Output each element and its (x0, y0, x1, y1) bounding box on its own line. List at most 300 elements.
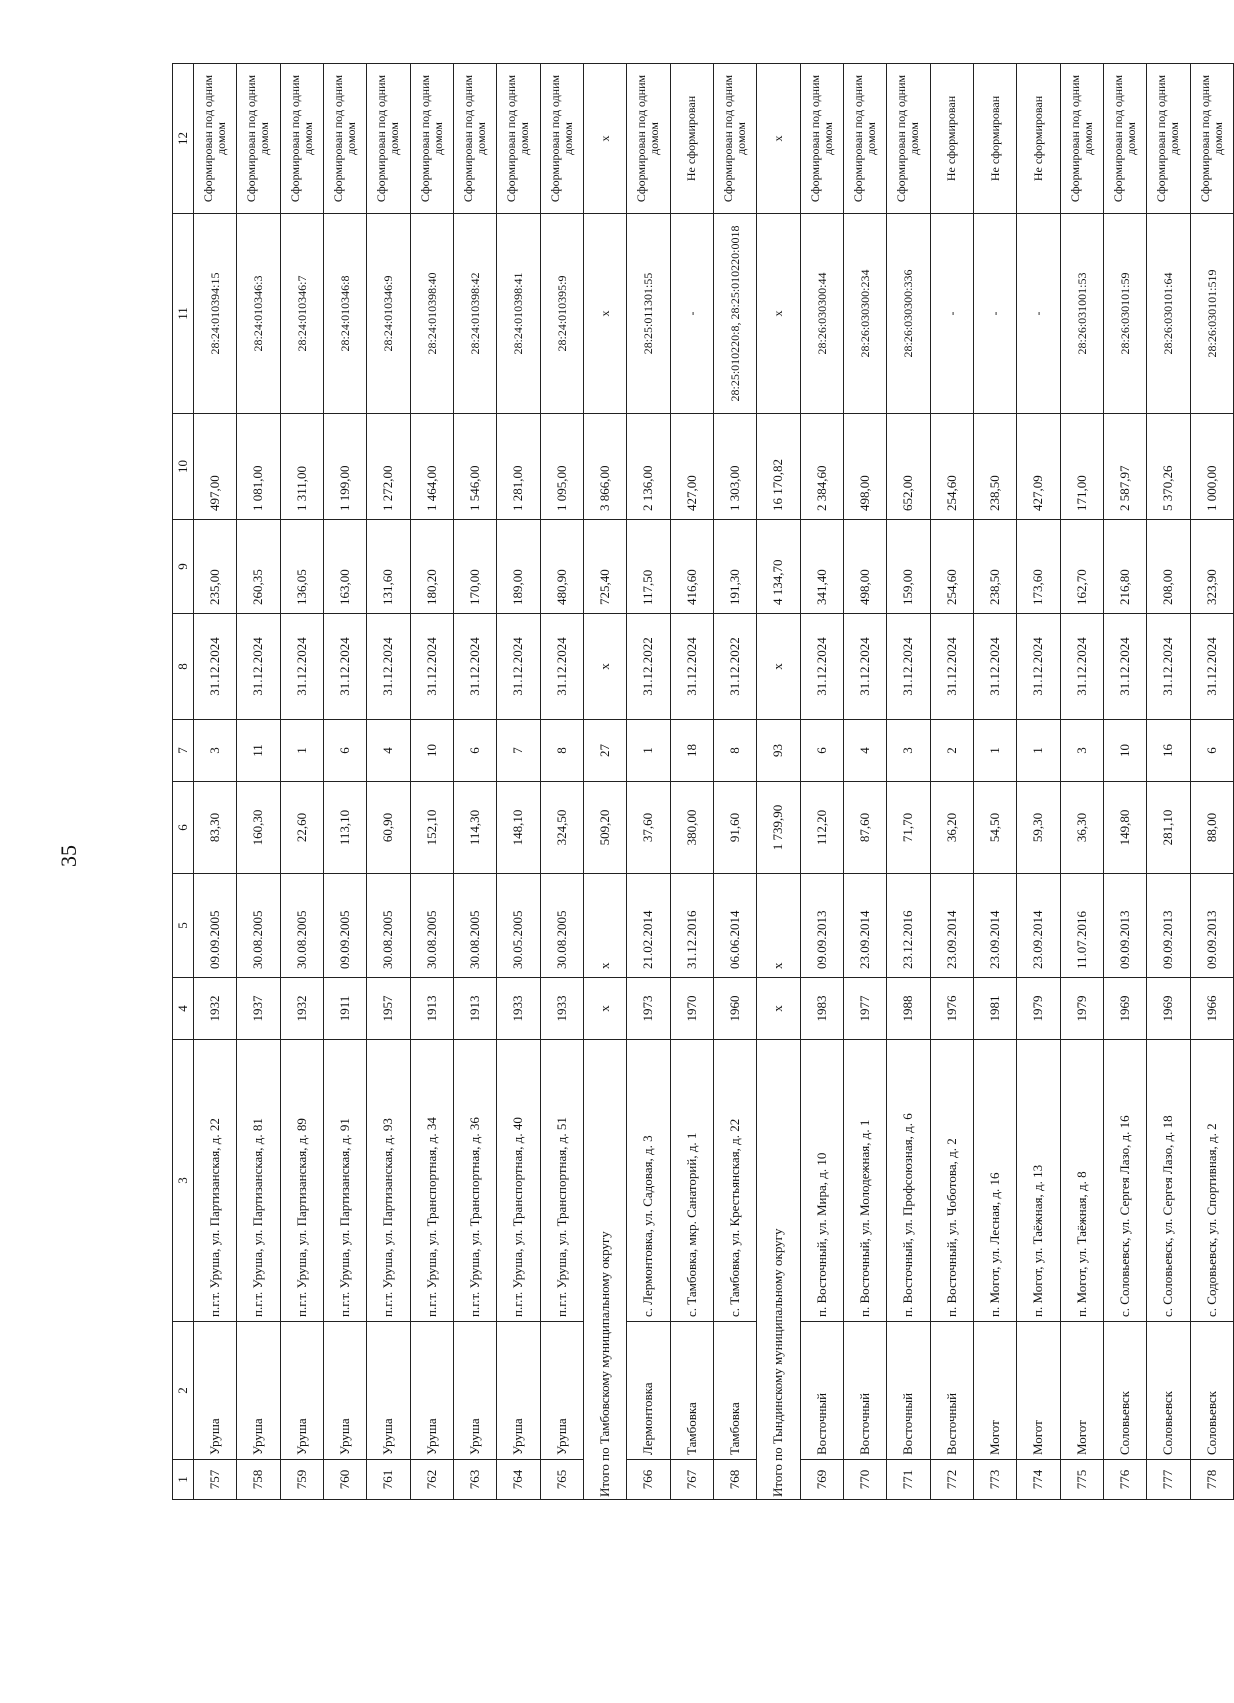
resettlement-deadline: 31.12.2024 (280, 614, 323, 720)
resettlement-deadline: 31.12.2024 (973, 614, 1016, 720)
build-year: 1988 (887, 978, 930, 1040)
resident-count: 27 (583, 720, 626, 782)
row-number: 761 (367, 1460, 410, 1500)
recognition-date: 11.07.2016 (1060, 874, 1103, 978)
row-number: 774 (1017, 1460, 1060, 1500)
recognition-date: 21.02.2014 (627, 874, 670, 978)
area-value: 83,30 (194, 782, 237, 874)
value-col-10: 2 587,97 (1103, 414, 1146, 520)
land-plot-status: Сформирован под одним домом (800, 64, 843, 214)
table-row (973, 64, 1016, 1500)
table-row (497, 64, 540, 1500)
land-plot-status: Не сформирован (1017, 64, 1060, 214)
column-number-header: 1 (173, 1460, 194, 1500)
land-plot-status: Сформирован под одним домом (713, 64, 756, 214)
land-plot-status: Сформирован под одним домом (367, 64, 410, 214)
settlement-name: Могот (973, 1322, 1016, 1460)
value-col-9: 4 134,70 (757, 520, 800, 614)
value-col-9: 180,20 (410, 520, 453, 614)
column-number-header: 2 (173, 1322, 194, 1460)
resettlement-deadline: 31.12.2024 (453, 614, 496, 720)
table-row (843, 64, 886, 1500)
table-row (713, 64, 756, 1500)
value-col-10: 1 272,00 (367, 414, 410, 520)
land-plot-status: Сформирован под одним домом (887, 64, 930, 214)
row-number: 757 (194, 1460, 237, 1500)
recognition-date: 30.08.2005 (367, 874, 410, 978)
table-row (410, 64, 453, 1500)
land-plot-status: Сформирован под одним домом (453, 64, 496, 214)
build-year: 1913 (410, 978, 453, 1040)
resettlement-deadline: 31.12.2024 (930, 614, 973, 720)
resident-count: 3 (887, 720, 930, 782)
area-value: 380,00 (670, 782, 713, 874)
build-year: 1969 (1103, 978, 1146, 1040)
value-col-9: 162,70 (1060, 520, 1103, 614)
cadastral-number: 28:25:010220:8, 28:25:010220:0018 (713, 214, 756, 414)
area-value: 149,80 (1103, 782, 1146, 874)
resident-count: 2 (930, 720, 973, 782)
cadastral-number: 28:24:010346:9 (367, 214, 410, 414)
recognition-date: 23.09.2014 (843, 874, 886, 978)
recognition-date: 30.08.2005 (453, 874, 496, 978)
resident-count: 4 (843, 720, 886, 782)
value-col-10: 652,00 (887, 414, 930, 520)
settlement-name: Соловьевск (1147, 1322, 1190, 1460)
recognition-date: 09.09.2013 (1190, 874, 1233, 978)
table-row (453, 64, 496, 1500)
build-year: 1937 (237, 978, 280, 1040)
value-col-10: 5 370,26 (1147, 414, 1190, 520)
cadastral-number: 28:26:030300:336 (887, 214, 930, 414)
area-value: 88,00 (1190, 782, 1233, 874)
row-number: 766 (627, 1460, 670, 1500)
resident-count: 3 (194, 720, 237, 782)
value-col-9: 173,60 (1017, 520, 1060, 614)
recognition-date: 23.09.2014 (973, 874, 1016, 978)
column-number-header: 6 (173, 782, 194, 874)
cadastral-number: х (757, 214, 800, 414)
cadastral-number: 28:26:030300:44 (800, 214, 843, 414)
settlement-name: Уруша (497, 1322, 540, 1460)
area-value: 148,10 (497, 782, 540, 874)
total-row (757, 64, 800, 1500)
settlement-name: Восточный (800, 1322, 843, 1460)
table-row (887, 64, 930, 1500)
column-number-header: 3 (173, 1040, 194, 1322)
value-col-9: 189,00 (497, 520, 540, 614)
area-value: 1 739,90 (757, 782, 800, 874)
land-plot-status: Не сформирован (670, 64, 713, 214)
build-year: х (757, 978, 800, 1040)
value-col-9: 238,50 (973, 520, 1016, 614)
land-plot-status: Сформирован под одним домом (497, 64, 540, 214)
land-plot-status: Сформирован под одним домом (1060, 64, 1103, 214)
resettlement-deadline: х (583, 614, 626, 720)
cadastral-number: 28:26:030101:64 (1147, 214, 1190, 414)
cadastral-number: - (1017, 214, 1060, 414)
resettlement-deadline: 31.12.2024 (410, 614, 453, 720)
row-number: 773 (973, 1460, 1016, 1500)
recognition-date: 06.06.2014 (713, 874, 756, 978)
column-number-header: 5 (173, 874, 194, 978)
value-col-9: 216,80 (1103, 520, 1146, 614)
table-row (930, 64, 973, 1500)
build-year: 1960 (713, 978, 756, 1040)
build-year: 1966 (1190, 978, 1233, 1040)
resettlement-deadline: 31.12.2024 (497, 614, 540, 720)
column-number-header: 9 (173, 520, 194, 614)
value-col-9: 163,00 (323, 520, 366, 614)
build-year: 1969 (1147, 978, 1190, 1040)
build-year: 1933 (540, 978, 583, 1040)
table-row (323, 64, 366, 1500)
value-col-9: 191,30 (713, 520, 756, 614)
address: п.г.т. Уруша, ул. Транспортная, д. 34 (410, 1040, 453, 1322)
recognition-date: 30.08.2005 (540, 874, 583, 978)
row-number: 765 (540, 1460, 583, 1500)
header-row (173, 64, 194, 1500)
resident-count: 16 (1147, 720, 1190, 782)
value-col-10: 1 000,00 (1190, 414, 1233, 520)
land-plot-status: Сформирован под одним домом (280, 64, 323, 214)
value-col-9: 341,40 (800, 520, 843, 614)
area-value: 152,10 (410, 782, 453, 874)
column-number-header: 8 (173, 614, 194, 720)
land-plot-status: Сформирован под одним домом (323, 64, 366, 214)
area-value: 160,30 (237, 782, 280, 874)
value-col-10: 171,00 (1060, 414, 1103, 520)
value-col-10: 498,00 (843, 414, 886, 520)
land-plot-status: х (583, 64, 626, 214)
table-row (670, 64, 713, 1500)
value-col-9: 170,00 (453, 520, 496, 614)
build-year: 1983 (800, 978, 843, 1040)
area-value: 60,90 (367, 782, 410, 874)
area-value: 324,50 (540, 782, 583, 874)
settlement-name: Уруша (453, 1322, 496, 1460)
settlement-name: Тамбовка (713, 1322, 756, 1460)
address: с. Тамбовка, мкр. Санаторий, д. 1 (670, 1040, 713, 1322)
resident-count: 3 (1060, 720, 1103, 782)
land-plot-status: Не сформирован (973, 64, 1016, 214)
address: п.г.т. Уруша, ул. Партизанская, д. 93 (367, 1040, 410, 1322)
land-plot-status: Сформирован под одним домом (627, 64, 670, 214)
table-row (627, 64, 670, 1500)
resettlement-deadline: 31.12.2024 (1060, 614, 1103, 720)
area-value: 71,70 (887, 782, 930, 874)
settlement-name: Восточный (843, 1322, 886, 1460)
build-year: 1932 (194, 978, 237, 1040)
address: с. Содовьевск, ул. Спортивная, д. 2 (1190, 1040, 1233, 1322)
row-number: 762 (410, 1460, 453, 1500)
cadastral-number: 28:24:010398:41 (497, 214, 540, 414)
row-number: 775 (1060, 1460, 1103, 1500)
cadastral-number: 28:26:030101:519 (1190, 214, 1233, 414)
row-number: 771 (887, 1460, 930, 1500)
value-col-10: 1 546,00 (453, 414, 496, 520)
build-year: 1957 (367, 978, 410, 1040)
value-col-10: 427,00 (670, 414, 713, 520)
resettlement-deadline: 31.12.2024 (1017, 614, 1060, 720)
column-number-header: 11 (173, 214, 194, 414)
build-year: 1977 (843, 978, 886, 1040)
value-col-10: 254,60 (930, 414, 973, 520)
land-plot-status: Сформирован под одним домом (1103, 64, 1146, 214)
cadastral-number: 28:26:030300:234 (843, 214, 886, 414)
row-number: 778 (1190, 1460, 1233, 1500)
value-col-9: 725,40 (583, 520, 626, 614)
cadastral-number: 28:24:010398:42 (453, 214, 496, 414)
table-row (1147, 64, 1190, 1500)
resident-count: 6 (323, 720, 366, 782)
row-number: 758 (237, 1460, 280, 1500)
build-year: 1976 (930, 978, 973, 1040)
area-value: 114,30 (453, 782, 496, 874)
value-col-10: 497,00 (194, 414, 237, 520)
cadastral-number: 28:24:010398:40 (410, 214, 453, 414)
housing-registry-table (172, 63, 1234, 1500)
table-row (280, 64, 323, 1500)
address: с. Лермонтовка, ул. Садовая, д. 3 (627, 1040, 670, 1322)
resident-count: 1 (280, 720, 323, 782)
recognition-date: 09.09.2013 (800, 874, 843, 978)
address: п.г.т. Уруша, ул. Партизанская, д. 22 (194, 1040, 237, 1322)
rotated-table (172, 64, 1232, 1500)
recognition-date: 30.08.2005 (237, 874, 280, 978)
table-row (1190, 64, 1233, 1500)
cadastral-number: 28:24:010346:3 (237, 214, 280, 414)
resident-count: 1 (973, 720, 1016, 782)
land-plot-status: х (757, 64, 800, 214)
settlement-name: Лермонтовка (627, 1322, 670, 1460)
address: п. Восточный, ул. Молодежная, д. 1 (843, 1040, 886, 1322)
recognition-date: х (583, 874, 626, 978)
value-col-9: 323,90 (1190, 520, 1233, 614)
value-col-9: 136,05 (280, 520, 323, 614)
land-plot-status: Сформирован под одним домом (1190, 64, 1233, 214)
land-plot-status: Сформирован под одним домом (410, 64, 453, 214)
cadastral-number: 28:24:010346:7 (280, 214, 323, 414)
address: п.г.т. Уруша, ул. Партизанская, д. 91 (323, 1040, 366, 1322)
recognition-date: 09.09.2013 (1103, 874, 1146, 978)
resident-count: 4 (367, 720, 410, 782)
row-number: 777 (1147, 1460, 1190, 1500)
settlement-name: Уруша (540, 1322, 583, 1460)
resident-count: 8 (713, 720, 756, 782)
resident-count: 1 (1017, 720, 1060, 782)
land-plot-status: Сформирован под одним домом (843, 64, 886, 214)
value-col-9: 235,00 (194, 520, 237, 614)
build-year: 1979 (1060, 978, 1103, 1040)
total-label: Итого по Тамбовскому муниципальному округу (583, 1040, 626, 1500)
area-value: 36,30 (1060, 782, 1103, 874)
row-number: 764 (497, 1460, 540, 1500)
resettlement-deadline: 31.12.2024 (1103, 614, 1146, 720)
build-year: 1981 (973, 978, 1016, 1040)
resident-count: 18 (670, 720, 713, 782)
settlement-name: Соловьевск (1103, 1322, 1146, 1460)
settlement-name: Могот (1060, 1322, 1103, 1460)
resettlement-deadline: 31.12.2024 (1147, 614, 1190, 720)
address: п. Восточный, ул. Чоботова, д. 2 (930, 1040, 973, 1322)
row-number: 759 (280, 1460, 323, 1500)
value-col-10: 427,09 (1017, 414, 1060, 520)
resettlement-deadline: 31.12.2024 (670, 614, 713, 720)
cadastral-number: 28:24:010394:15 (194, 214, 237, 414)
value-col-9: 131,60 (367, 520, 410, 614)
settlement-name: Восточный (930, 1322, 973, 1460)
settlement-name: Уруша (323, 1322, 366, 1460)
value-col-10: 1 199,00 (323, 414, 366, 520)
build-year: 1932 (280, 978, 323, 1040)
land-plot-status: Сформирован под одним домом (237, 64, 280, 214)
resident-count: 93 (757, 720, 800, 782)
land-plot-status: Не сформирован (930, 64, 973, 214)
table-row (800, 64, 843, 1500)
recognition-date: 23.09.2014 (1017, 874, 1060, 978)
land-plot-status: Сформирован под одним домом (194, 64, 237, 214)
area-value: 509,20 (583, 782, 626, 874)
value-col-10: 16 170,82 (757, 414, 800, 520)
value-col-9: 117,50 (627, 520, 670, 614)
recognition-date: 23.09.2014 (930, 874, 973, 978)
build-year: 1973 (627, 978, 670, 1040)
cadastral-number: 28:25:011301:55 (627, 214, 670, 414)
address: п. Могот, ул. Лесная, д. 16 (973, 1040, 1016, 1322)
value-col-10: 3 866,00 (583, 414, 626, 520)
address: п.г.т. Уруша, ул. Партизанская, д. 81 (237, 1040, 280, 1322)
row-number: 772 (930, 1460, 973, 1500)
table-row (1017, 64, 1060, 1500)
value-col-10: 1 311,00 (280, 414, 323, 520)
resettlement-deadline: 31.12.2024 (800, 614, 843, 720)
resettlement-deadline: 31.12.2024 (887, 614, 930, 720)
cadastral-number: 28:26:031001:53 (1060, 214, 1103, 414)
column-number-header: 4 (173, 978, 194, 1040)
recognition-date: 23.12.2016 (887, 874, 930, 978)
cadastral-number: - (973, 214, 1016, 414)
address: п.г.т. Уруша, ул. Партизанская, д. 89 (280, 1040, 323, 1322)
address: п. Могот, ул. Таёжная, д. 13 (1017, 1040, 1060, 1322)
resident-count: 6 (1190, 720, 1233, 782)
cadastral-number: 28:24:010395:9 (540, 214, 583, 414)
settlement-name: Уруша (280, 1322, 323, 1460)
address: п. Восточный, ул. Профсоюзная, д. 6 (887, 1040, 930, 1322)
column-number-header: 10 (173, 414, 194, 520)
value-col-9: 498,00 (843, 520, 886, 614)
value-col-9: 416,60 (670, 520, 713, 614)
total-label: Итого по Тындинскому муниципальному округу (757, 1040, 800, 1500)
total-row (583, 64, 626, 1500)
area-value: 113,10 (323, 782, 366, 874)
settlement-name: Восточный (887, 1322, 930, 1460)
land-plot-status: Сформирован под одним домом (1147, 64, 1190, 214)
table-body (173, 64, 1234, 1500)
value-col-9: 480,90 (540, 520, 583, 614)
resettlement-deadline: 31.12.2024 (367, 614, 410, 720)
cadastral-number: - (930, 214, 973, 414)
cadastral-number: - (670, 214, 713, 414)
value-col-10: 2 384,60 (800, 414, 843, 520)
row-number: 763 (453, 1460, 496, 1500)
value-col-10: 2 136,00 (627, 414, 670, 520)
area-value: 59,30 (1017, 782, 1060, 874)
table-row (1060, 64, 1103, 1500)
resettlement-deadline: 31.12.2024 (843, 614, 886, 720)
resident-count: 11 (237, 720, 280, 782)
recognition-date: 09.09.2005 (194, 874, 237, 978)
build-year: 1911 (323, 978, 366, 1040)
resettlement-deadline: 31.12.2024 (1190, 614, 1233, 720)
area-value: 87,60 (843, 782, 886, 874)
area-value: 36,20 (930, 782, 973, 874)
resident-count: 6 (453, 720, 496, 782)
row-number: 769 (800, 1460, 843, 1500)
settlement-name: Соловьевск (1190, 1322, 1233, 1460)
recognition-date: 09.09.2005 (323, 874, 366, 978)
address: п. Восточный, ул. Мира, д. 10 (800, 1040, 843, 1322)
row-number: 770 (843, 1460, 886, 1500)
resident-count: 10 (410, 720, 453, 782)
resettlement-deadline: 31.12.2024 (194, 614, 237, 720)
column-number-header: 12 (173, 64, 194, 214)
build-year: 1913 (453, 978, 496, 1040)
settlement-name: Уруша (367, 1322, 410, 1460)
table-row (367, 64, 410, 1500)
document-table-container (172, 64, 1232, 1500)
area-value: 37,60 (627, 782, 670, 874)
value-col-10: 1 281,00 (497, 414, 540, 520)
column-number-header: 7 (173, 720, 194, 782)
area-value: 91,60 (713, 782, 756, 874)
recognition-date: х (757, 874, 800, 978)
page-number: 35 (56, 845, 81, 867)
value-col-9: 208,00 (1147, 520, 1190, 614)
resident-count: 10 (1103, 720, 1146, 782)
value-col-9: 254,60 (930, 520, 973, 614)
settlement-name: Уруша (237, 1322, 280, 1460)
cadastral-number: 28:24:010346:8 (323, 214, 366, 414)
recognition-date: 30.08.2005 (410, 874, 453, 978)
table-row (540, 64, 583, 1500)
resident-count: 1 (627, 720, 670, 782)
settlement-name: Могот (1017, 1322, 1060, 1460)
area-value: 22,60 (280, 782, 323, 874)
value-col-10: 238,50 (973, 414, 1016, 520)
build-year: 1933 (497, 978, 540, 1040)
build-year: х (583, 978, 626, 1040)
value-col-9: 159,00 (887, 520, 930, 614)
recognition-date: 30.05.2005 (497, 874, 540, 978)
recognition-date: 31.12.2016 (670, 874, 713, 978)
address: п.г.т. Уруша, ул. Транспортная, д. 36 (453, 1040, 496, 1322)
resettlement-deadline: 31.12.2022 (627, 614, 670, 720)
address: п.г.т. Уруша, ул. Транспортная, д. 51 (540, 1040, 583, 1322)
table-row (1103, 64, 1146, 1500)
area-value: 54,50 (973, 782, 1016, 874)
recognition-date: 30.08.2005 (280, 874, 323, 978)
table-row (237, 64, 280, 1500)
address: с. Тамбовка, ул. Крестьянская, д. 22 (713, 1040, 756, 1322)
area-value: 112,20 (800, 782, 843, 874)
recognition-date: 09.09.2013 (1147, 874, 1190, 978)
resettlement-deadline: 31.12.2022 (713, 614, 756, 720)
value-col-10: 1 095,00 (540, 414, 583, 520)
value-col-10: 1 303,00 (713, 414, 756, 520)
row-number: 768 (713, 1460, 756, 1500)
address: с. Соловьевск, ул. Сергея Лазо, д. 18 (1147, 1040, 1190, 1322)
